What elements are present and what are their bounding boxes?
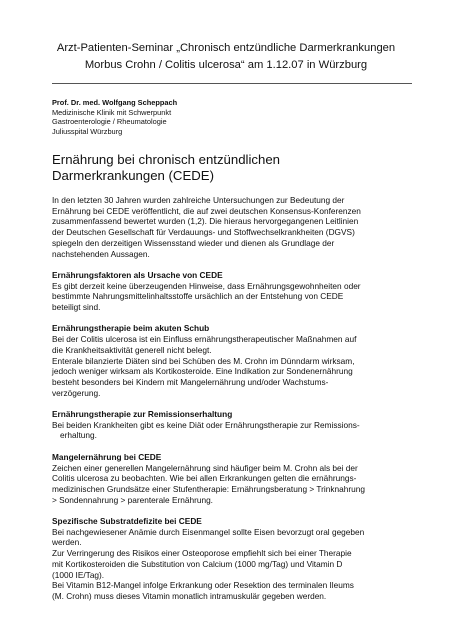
section-line: Bei Vitamin B12-Mangel infolge Erkrankung oder Resektion des terminalen Ileums: [52, 580, 354, 591]
author-name: Prof. Dr. med. Wolfgang Scheppach: [52, 98, 178, 107]
spacer: [52, 259, 407, 270]
intro-line: der Deutschen Gesellschaft für Verdauungs- und Stoffwechselkrankheiten (DGVS): [52, 227, 355, 238]
intro-line: spiegeln den derzeitigen Wissensstand wieder und dienen als Grundlage der: [52, 237, 335, 248]
title-line-1: Ernährung bei chronisch entzündlichen: [52, 152, 280, 167]
section-line: bestimmte Nahrungsmittelinhaltsstoffe ursächlich an der Entstehung von CEDE: [52, 291, 344, 302]
section-line: Colitis ulcerosa zu beobachten. Wie bei allen Erkrankungen gelten die ernährungs-: [52, 473, 357, 484]
section-line: Bei der Colitis ulcerosa ist ein Einfluss ernährungstherapeutischer Maßnahmen auf: [52, 334, 357, 345]
section-line: mit Kortikosteroiden die Substitution von Calcium (1000 mg/Tag) und Vitamin D: [52, 558, 343, 569]
section-line: beteiligt sind.: [52, 302, 101, 313]
header-line-1: Arzt-Patienten-Seminar „Chronisch entzündliche Darmerkrankungen: [56, 42, 396, 54]
intro-line: In den letzten 30 Jahren wurden zahlreiche Untersuchungen zur Bedeutung der: [52, 195, 345, 205]
section-heading: Mangelernährung bei CEDE: [52, 451, 162, 462]
spacer: [52, 441, 407, 452]
section-line: (M. Crohn) muss dieses Vitamin monatlich intramuskulär gegeben werden.: [52, 590, 327, 601]
intro-line: nachstehenden Aussagen.: [52, 248, 150, 259]
section-line: erhaltung.: [60, 430, 97, 441]
section-line: verzögerung.: [52, 387, 101, 398]
seminar-header: [0, 40, 452, 74]
section-heading: Ernährungstherapie beim akuten Schub: [52, 323, 210, 334]
article-body: [52, 195, 407, 602]
spacer: [52, 505, 407, 516]
section-causes: [52, 270, 407, 313]
section-heading: Ernährungsfaktoren als Ursache von CEDE: [52, 269, 223, 280]
section-heading: Ernährungstherapie zur Remissionserhaltung: [52, 409, 233, 420]
author-affiliation-1: Medizinische Klinik mit Schwerpunkt: [52, 107, 172, 117]
spacer: [52, 313, 407, 324]
header-line-2: Morbus Crohn / Colitis ulcerosa“ am 1.12.07 in Würzburg: [84, 59, 368, 71]
section-line: medizinischen Grundsätze einer Stufentherapie: Ernährungsberatung > Trinknahrung: [52, 483, 365, 494]
section-line: > Sondennahrung > parenterale Ernährung.: [52, 494, 213, 505]
intro-line: Ernährung bei CEDE veröffentlicht, die auf zwei deutschen Konsensus-Konferenzen: [52, 205, 361, 216]
section-line: Es gibt derzeit keine überzeugenden Hinweise, dass Ernährungsgewohnheiten oder: [52, 280, 361, 291]
section-line: Bei nachgewiesener Anämie durch Eisenmangel sollte Eisen bevorzugt oral gegeben: [52, 526, 365, 537]
section-line: besteht besonders bei Kindern mit Mangelernährung und/oder Wachstums-: [52, 376, 329, 387]
intro-line: zusammenfassend bewertet wurden (1,2). Die hieraus hervorgegangenen Leitlinien: [52, 216, 359, 227]
section-line: Bei beiden Krankheiten gibt es keine Diät oder Ernährungstherapie zur Remissions-: [52, 419, 360, 430]
section-line: die Krankheitsaktivität generell nicht belegt.: [52, 344, 212, 355]
author-block: [52, 98, 177, 136]
section-heading: Spezifische Substratdefizite bei CEDE: [52, 516, 202, 527]
section-line: (1000 IE/Tag).: [52, 569, 105, 580]
section-remission: [52, 409, 407, 441]
section-acute-therapy: [52, 323, 407, 398]
section-line: jedoch weniger wirksam als Kortikosteroide. Eine Indikation zur Sondenernährung: [52, 366, 353, 377]
section-deficits: [52, 516, 407, 602]
spacer: [52, 398, 407, 409]
intro-paragraph: [52, 195, 407, 259]
section-line: Enterale bilanzierte Diäten sind bei Schüben des M. Crohn im Dünndarm wirksam,: [52, 355, 355, 366]
header-divider: [52, 83, 412, 84]
author-affiliation-3: Juliusspital Würzburg: [52, 126, 123, 136]
author-affiliation-2: Gastroenterologie / Rheumatologie: [52, 117, 167, 127]
section-line: werden.: [52, 537, 82, 548]
section-line: Zur Verringerung des Risikos einer Osteoporose empfiehlt sich bei einer Therapie: [52, 548, 352, 559]
title-line-2: Darmerkrankungen (CEDE): [52, 168, 214, 184]
section-malnutrition: [52, 452, 407, 506]
section-line: Zeichen einer generellen Mangelernährung sind häufiger beim M. Crohn als bei der: [52, 462, 358, 473]
document-title: [52, 152, 280, 185]
